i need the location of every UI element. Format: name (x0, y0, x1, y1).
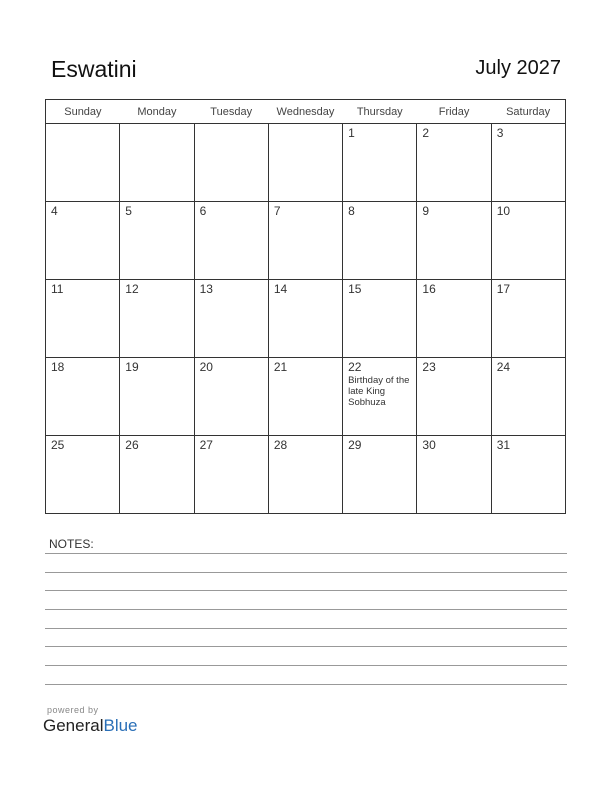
day-number: 9 (422, 204, 430, 218)
day-number: 26 (125, 438, 139, 452)
day-cell[interactable] (491, 202, 565, 280)
day-number: 12 (125, 282, 139, 296)
calendar-grid (45, 99, 566, 514)
weekday-saturday: Saturday (491, 100, 565, 124)
notes-label: NOTES: (49, 537, 94, 551)
day-number: 6 (199, 204, 207, 218)
day-cell[interactable] (417, 436, 491, 514)
day-cell[interactable] (46, 280, 120, 358)
day-cell[interactable] (194, 124, 268, 202)
day-number: 23 (422, 360, 436, 374)
day-cell[interactable] (417, 202, 491, 280)
day-cell[interactable] (120, 124, 194, 202)
generalblue-logo[interactable] (43, 716, 138, 736)
brand-blue: Blue (103, 716, 138, 735)
day-cell[interactable] (491, 358, 565, 436)
day-number: 8 (348, 204, 355, 218)
day-number: 13 (199, 282, 213, 296)
day-number: 29 (348, 438, 362, 452)
notes-line (45, 572, 567, 573)
day-cell[interactable] (343, 358, 417, 436)
day-cell[interactable] (491, 280, 565, 358)
day-number: 31 (496, 438, 511, 452)
day-cell[interactable] (268, 124, 342, 202)
day-number: 20 (199, 360, 213, 374)
day-cell[interactable] (343, 124, 417, 202)
holiday-label: Birthday of the late King Sobhuza (348, 375, 410, 408)
day-number: 18 (51, 360, 65, 374)
weekday-thursday: Thursday (343, 100, 417, 124)
week-row (46, 436, 566, 514)
day-cell[interactable] (491, 436, 565, 514)
notes-line (45, 590, 567, 591)
weekday-sunday: Sunday (46, 100, 120, 124)
day-cell[interactable] (120, 280, 194, 358)
day-cell[interactable] (194, 436, 268, 514)
day-cell[interactable] (268, 202, 342, 280)
notes-line (45, 553, 567, 554)
day-cell[interactable] (343, 202, 417, 280)
week-row (46, 358, 566, 436)
day-number: 10 (496, 204, 511, 218)
day-cell[interactable] (46, 124, 120, 202)
day-number: 14 (273, 282, 288, 296)
week-row (46, 280, 566, 358)
day-cell[interactable] (417, 358, 491, 436)
powered-by-text: powered by (47, 705, 99, 715)
day-cell[interactable] (46, 358, 120, 436)
day-number: 4 (51, 204, 58, 218)
day-number: 17 (496, 282, 511, 296)
day-cell[interactable] (343, 280, 417, 358)
day-number: 25 (51, 438, 65, 452)
day-cell[interactable] (268, 436, 342, 514)
weekday-header-row (46, 100, 566, 124)
day-cell[interactable] (120, 358, 194, 436)
day-cell[interactable] (194, 358, 268, 436)
day-cell[interactable] (417, 124, 491, 202)
day-number: 2 (422, 126, 430, 140)
notes-line (45, 684, 567, 685)
day-number: 30 (422, 438, 436, 452)
day-cell[interactable] (46, 202, 120, 280)
day-cell[interactable] (268, 358, 342, 436)
day-number: 21 (273, 360, 288, 374)
day-cell[interactable] (194, 280, 268, 358)
weekday-tuesday: Tuesday (194, 100, 268, 124)
notes-line (45, 646, 567, 647)
day-number: 27 (199, 438, 213, 452)
day-number: 22 (348, 360, 362, 374)
day-number: 3 (496, 126, 504, 140)
day-number: 16 (422, 282, 436, 296)
weekday-wednesday: Wednesday (268, 100, 342, 124)
country-title: Eswatini (51, 56, 137, 82)
day-cell[interactable] (268, 280, 342, 358)
day-cell[interactable] (491, 124, 565, 202)
day-number: 24 (496, 360, 511, 374)
day-cell[interactable] (46, 436, 120, 514)
weekday-monday: Monday (120, 100, 194, 124)
week-row (46, 124, 566, 202)
day-cell[interactable] (120, 202, 194, 280)
week-row (46, 202, 566, 280)
notes-line (45, 628, 567, 629)
day-number: 15 (348, 282, 362, 296)
day-number: 7 (273, 204, 281, 218)
day-number: 19 (125, 360, 139, 374)
day-cell[interactable] (343, 436, 417, 514)
notes-line (45, 665, 567, 666)
day-number: 1 (348, 126, 355, 140)
day-cell[interactable] (194, 202, 268, 280)
brand-general: General (43, 716, 104, 735)
notes-line (45, 609, 567, 610)
weekday-friday: Friday (417, 100, 491, 124)
day-number: 28 (273, 438, 288, 452)
day-number: 11 (51, 282, 64, 296)
month-title: July 2027 (475, 57, 561, 79)
day-number: 5 (125, 204, 132, 218)
day-cell[interactable] (120, 436, 194, 514)
day-cell[interactable] (417, 280, 491, 358)
